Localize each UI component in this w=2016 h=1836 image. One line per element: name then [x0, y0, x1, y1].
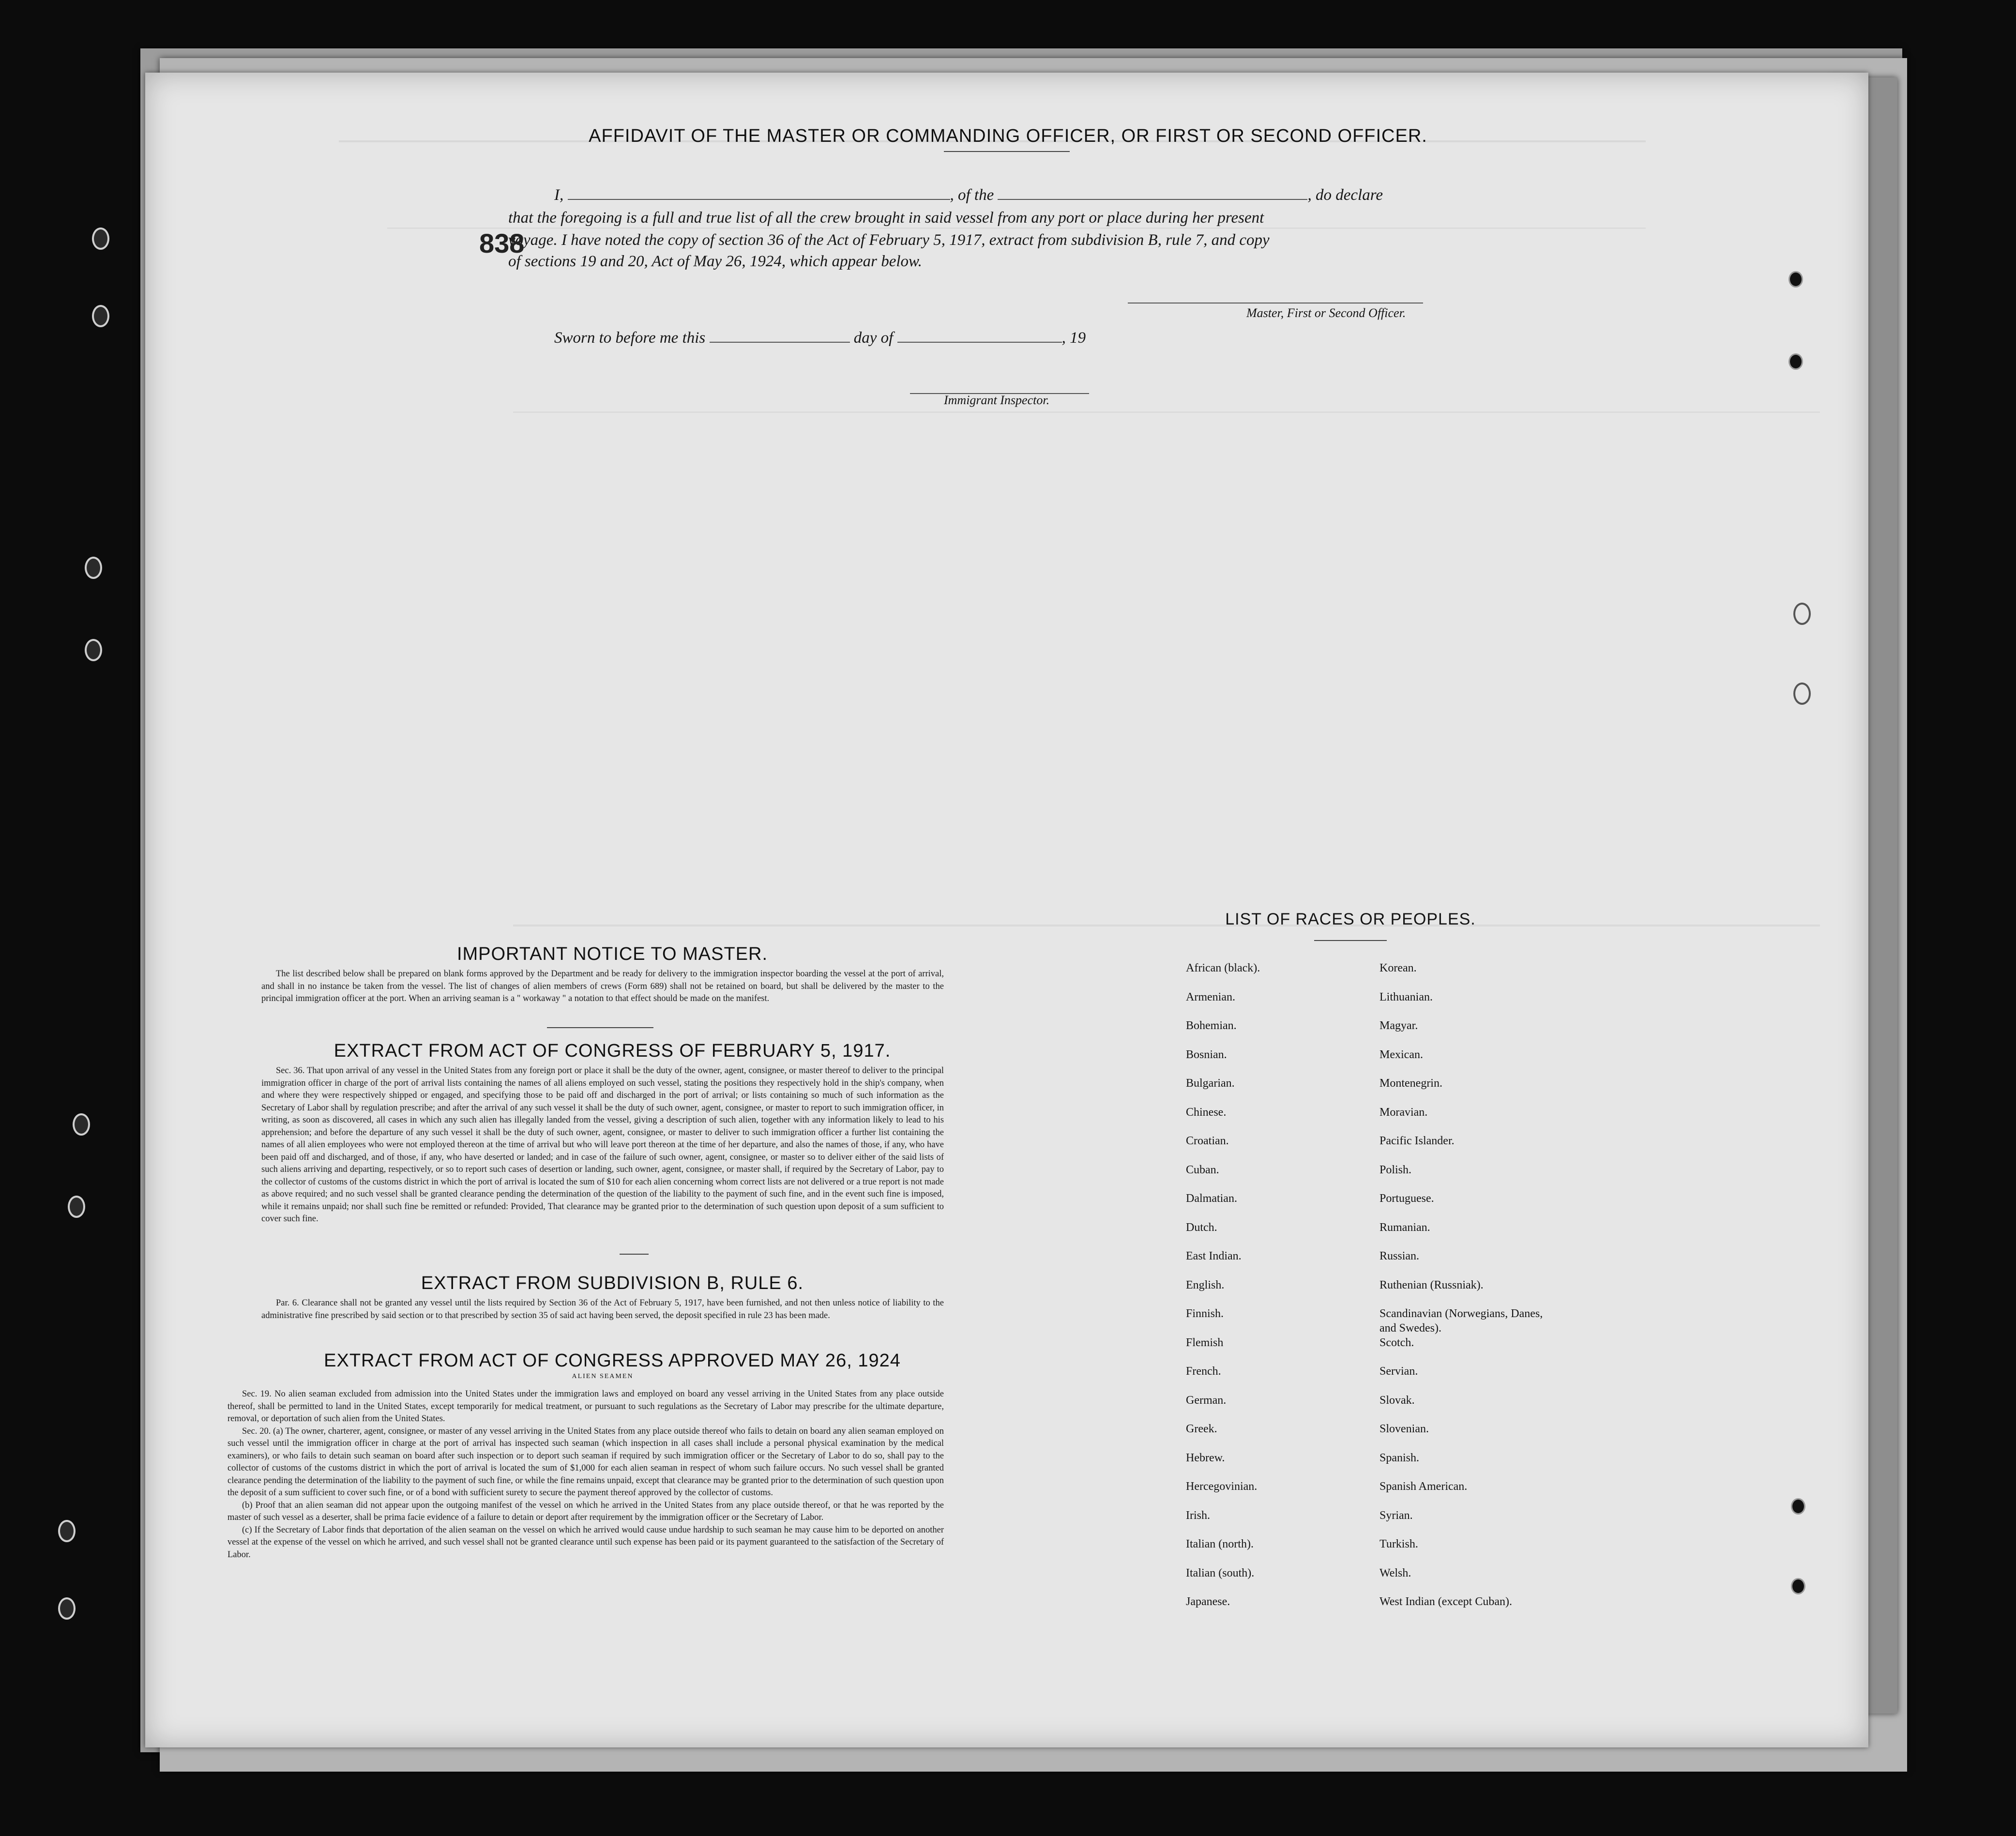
day-of-text: day of — [853, 329, 894, 347]
extract-1917-text — [261, 1065, 944, 1226]
race-item: Moravian. — [1379, 1106, 1428, 1119]
race-item: Armenian. — [1186, 991, 1235, 1003]
sworn-text: Sworn to before me this — [554, 329, 706, 347]
race-item: Polish. — [1379, 1164, 1412, 1176]
sec-19-paragraph: Sec. 19. No alien seaman excluded from admission into the United States under the immigration laws and employed on board any vessel arriving in the United States from any place outside thereof, shall be permitted to land in the United States, except temporarily for medical treatment, or pursuant to such regulations as the Secretary of Labor may prescribe for the ultimate departure, removal, or deportation of such alien from the United States. — [227, 1389, 944, 1424]
sec-20c-paragraph: (c) If the Secretary of Labor finds that deportation of the alien seaman on the vessel on which he arrived would cause undue hardship to such seaman he may cause him to be deported on another vessel at the expense of the vessel on which he arrived, and such vessel shall not be granted clearance until such expense has been paid or its payment guaranteed to the satisfaction of the Secretary of Labor. — [227, 1525, 944, 1560]
races-rule — [1314, 940, 1387, 941]
race-item: Croatian. — [1186, 1135, 1229, 1147]
binding-hole — [92, 228, 109, 250]
binding-hole — [1791, 1578, 1805, 1594]
race-item: Pacific Islander. — [1379, 1135, 1455, 1147]
month-blank — [897, 338, 1062, 343]
affidavit-declaration-line — [554, 186, 1383, 204]
binding-hole — [1789, 271, 1803, 288]
affidavit-line-2: that the foregoing is a full and true list of all the crew brought in said vessel from any port or place during her present — [508, 209, 1264, 227]
binding-hole — [68, 1196, 85, 1218]
race-item: Japanese. — [1186, 1595, 1230, 1608]
name-blank — [568, 195, 950, 200]
race-item: Slovak. — [1379, 1394, 1415, 1407]
affidavit-title: AFFIDAVIT OF THE MASTER OR COMMANDING OFFICER, OR FIRST OR SECOND OFFICER. — [589, 126, 1427, 146]
race-item: Servian. — [1379, 1365, 1418, 1378]
affidavit-i: I, — [554, 186, 564, 204]
race-item: Scandinavian (Norwegians, Danes, and Swedes). — [1379, 1307, 1543, 1335]
race-item: Irish. — [1186, 1509, 1210, 1522]
race-item: Slovenian. — [1379, 1423, 1429, 1435]
race-item: Finnish. — [1186, 1307, 1224, 1320]
race-item: Hercegovinian. — [1186, 1480, 1258, 1493]
binding-hole — [1793, 603, 1811, 625]
affidavit-of-the: , of the — [950, 186, 994, 204]
race-item: Bohemian. — [1186, 1019, 1237, 1032]
stamp-number: 838 — [479, 228, 525, 258]
race-item: Flemish — [1186, 1336, 1224, 1349]
master-signature-label: Master, First or Second Officer. — [1246, 306, 1406, 320]
race-item: Mexican. — [1379, 1048, 1423, 1061]
race-item: Spanish. — [1379, 1452, 1420, 1464]
race-item: Spanish American. — [1379, 1480, 1468, 1493]
rule-6-paragraph: Par. 6. Clearance shall not be granted any vessel until the lists required by Section 36 of the Act of February 5, 1917, have been furnished, and not then unless notice of liability to the administrative fine prescribed by said section or to that prescribed by section 35 of said act having been served, the deposit specified in rule 23 has been made. — [261, 1298, 944, 1320]
day-blank — [710, 338, 850, 343]
notice-title: IMPORTANT NOTICE TO MASTER. — [456, 944, 768, 964]
race-item: Chinese. — [1186, 1106, 1227, 1119]
extract-1917-title: EXTRACT FROM ACT OF CONGRESS OF FEBRUARY 5, 1917. — [333, 1041, 891, 1061]
affidavit-do-declare: , do declare — [1307, 186, 1383, 204]
affidavit-line-4: of sections 19 and 20, Act of May 26, 1924, which appear below. — [508, 253, 922, 270]
race-item: Hebrew. — [1186, 1452, 1225, 1464]
race-item: Cuban. — [1186, 1164, 1219, 1176]
binding-hole — [1793, 683, 1811, 705]
notice-paragraph: The list described below shall be prepared on blank forms approved by the Department and be ready for delivery to the immigration inspector boarding the vessel at the port of arrival, and shall in no instance be taken from the vessel. The list of changes of alien members of crews (Form 689) shall not be retained on board, but shall be delivered by the master to the principal immigration officer at the port. When an arriving seaman is a " workaway " a notation to that effect should be made on the manifest. — [261, 969, 944, 1003]
extract-1924-text — [227, 1388, 944, 1561]
races-title: LIST OF RACES OR PEOPLES. — [1225, 910, 1476, 928]
section-rule — [620, 1254, 649, 1255]
race-item: African (black). — [1186, 962, 1260, 974]
race-item: Portuguese. — [1379, 1192, 1434, 1205]
race-item: Rumanian. — [1379, 1221, 1430, 1234]
binding-hole — [85, 639, 102, 661]
race-item: English. — [1186, 1279, 1225, 1291]
race-item: West Indian (except Cuban). — [1379, 1595, 1512, 1608]
race-item: Scotch. — [1379, 1336, 1414, 1349]
race-item: Korean. — [1379, 962, 1417, 974]
rule-6-text — [261, 1297, 944, 1322]
race-item: Montenegrin. — [1379, 1077, 1442, 1090]
bleed-through-line — [513, 925, 1820, 926]
race-item: Ruthenian (Russniak). — [1379, 1279, 1484, 1291]
bleed-through-line — [513, 411, 1820, 413]
race-item: Italian (north). — [1186, 1538, 1254, 1550]
race-item: Greek. — [1186, 1423, 1217, 1435]
binding-hole — [85, 557, 102, 579]
year-text: , 19 — [1061, 329, 1086, 347]
rule-6-title: EXTRACT FROM SUBDIVISION B, RULE 6. — [421, 1273, 804, 1293]
binding-hole — [58, 1520, 76, 1542]
race-item: Dalmatian. — [1186, 1192, 1237, 1205]
race-item: Bosnian. — [1186, 1048, 1227, 1061]
race-item: Dutch. — [1186, 1221, 1217, 1234]
binding-hole — [1789, 353, 1803, 370]
extract-1924-title: EXTRACT FROM ACT OF CONGRESS APPROVED MAY 26, 1924 — [324, 1350, 901, 1371]
binding-hole — [58, 1597, 76, 1620]
sworn-line — [554, 329, 1086, 347]
binding-hole — [1791, 1498, 1805, 1515]
inspector-signature-label: Immigrant Inspector. — [944, 393, 1050, 407]
sec-20b-paragraph: (b) Proof that an alien seaman did not appear upon the outgoing manifest of the vessel on which he arrived in the United States from any place outside thereof, or that he was reported by the master of such vessel as a deserter, shall be prima facie evidence of a failure to detain or deport after requirement by the immigration officer or the Secretary of Labor. — [227, 1500, 944, 1522]
race-item: Italian (south). — [1186, 1567, 1255, 1579]
race-item: Turkish. — [1379, 1538, 1418, 1550]
race-item: German. — [1186, 1394, 1227, 1407]
race-item: Syrian. — [1379, 1509, 1413, 1522]
vessel-blank — [998, 195, 1307, 200]
section-rule — [547, 1027, 653, 1028]
extract-1917-paragraph: Sec. 36. That upon arrival of any vessel in the United States from any foreign port or place it shall be the duty of the owner, agent, consignee, or master thereof to deliver to the principal immigration officer in charge of the port of arrival lists containing the names of all aliens employed on such vessel, stating the positions they respectively hold in the ship's company, when and where they were respectively shipped or engaged, and specifying those to be paid off and discharged in the port of arrival; or lists containing so much of such information as the Secretary of Labor shall by regulation prescribe; and after the arrival of any such vessel it shall be the duty of such owner, agent, consignee, or master to report to such immigration officer, in writing, as soon as discovered, all cases in which any such alien has illegally landed from the vessel, giving a description of such alien, together with any information likely to lead to his apprehension; and before the departure of any such vessel it shall be the duty of such owner, agent, consignee, or master to deliver to such immigration officer a further list containing the names of all alien employees who were not employed thereon at the time of arrival but who will leave port thereon at the time of her departure, and also the names of those, if any, who have been paid off and discharged, and of those, if any, who have deserted or landed; and in case of the failure of such owner, agent, consignee, or master so to deliver either of the said lists of such aliens arriving and departing, respectively, or so to report such cases of desertion or landing, such owner, agent, consignee, or master shall, if required by the Secretary of Labor, pay to the collector of customs of the customs district in which the port of arrival is located the sum of $10 for each alien concerning whom correct lists are not delivered or a true report is not made as above required; and no such vessel shall be granted clearance pending the determination of the question of the liability to the payment of such fine, and in the event such fine is imposed, while it remains unpaid; nor shall such fine be remitted or refunded: Provided, That clearance may be granted prior to the determination of such question upon deposit of a sum sufficient to cover such fine. — [261, 1066, 944, 1224]
notice-text — [261, 968, 944, 1005]
binding-hole — [92, 305, 109, 327]
race-item: Lithuanian. — [1379, 991, 1433, 1003]
extract-1924-subtitle: ALIEN SEAMEN — [572, 1373, 634, 1380]
binding-hole — [73, 1113, 90, 1136]
bleed-through-line — [387, 228, 1646, 229]
race-item: Welsh. — [1379, 1567, 1411, 1579]
race-item: French. — [1186, 1365, 1221, 1378]
affidavit-line-3: voyage. I have noted the copy of section 36 of the Act of February 5, 1917, extract from subdivision B, rule 7, and copy — [508, 231, 1270, 249]
race-item: Magyar. — [1379, 1019, 1418, 1032]
race-item: East Indian. — [1186, 1250, 1242, 1262]
title-rule — [944, 151, 1070, 152]
sec-20a-paragraph: Sec. 20. (a) The owner, charterer, agent, consignee, or master of any vessel arriving in the United States from any place outside thereof who fails to detain on board any alien seaman employed on such vessel until the immigration officer in charge at the port of arrival has inspected such seaman (which inspection in all cases shall include a personal physical examination by the medical examiners), or who fails to detain such seaman on board after such inspection or to deport such seaman if required by such immigration officer or the Secretary of Labor to do so, shall pay to the collector of customs of the customs district in which the port of arrival is located the sum of $1,000 for each alien seaman in respect of whom such failure occurs. No such vessel shall be granted clearance pending the determination of the liability to the payment of such fine, or while the fine remains unpaid, except that clearance may be granted prior to the determination of such question upon the deposit of a sum sufficient to cover such fine, or of a bond with sufficient surety to secure the payment thereof approved by the collector of customs. — [227, 1426, 944, 1498]
race-item: Bulgarian. — [1186, 1077, 1235, 1090]
race-item: Russian. — [1379, 1250, 1420, 1262]
